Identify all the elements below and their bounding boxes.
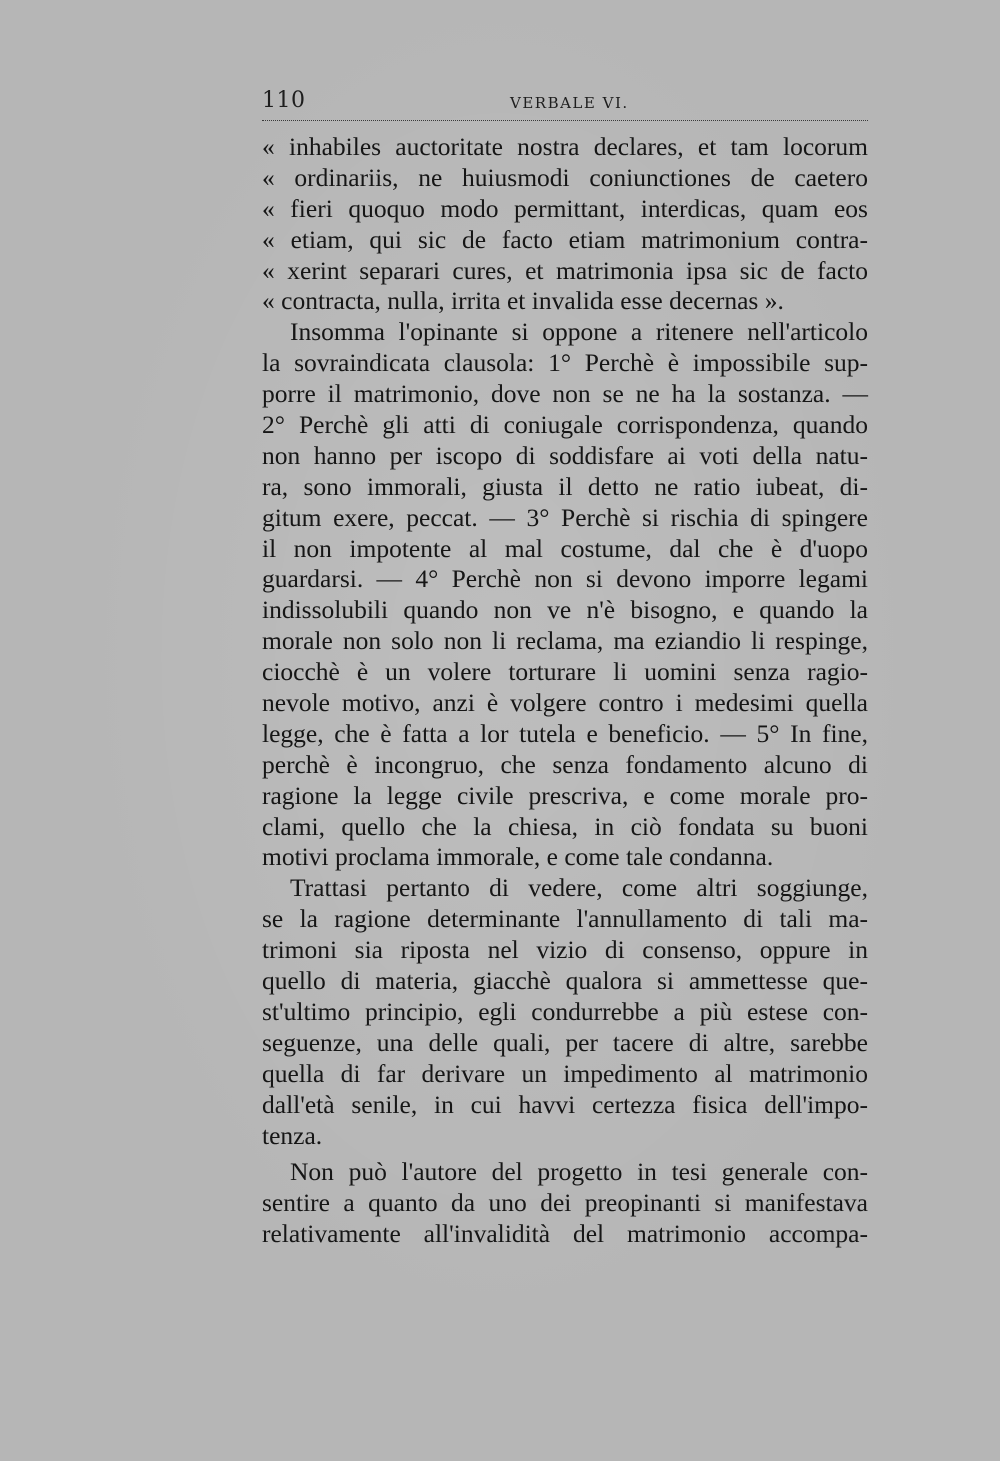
- text-line: « xerint separari cures, et matrimonia ipsa sic de facto: [262, 255, 868, 285]
- text-line: relativamente all'invalidità del matrimonio accompa-: [262, 1219, 868, 1249]
- text-line: gitum exere, peccat. — 3° Perchè si rischia di spingere: [262, 502, 868, 532]
- paragraph-non-puo: [262, 1157, 868, 1250]
- text-line: « fieri quoquo modo permittant, interdicas, quam eos: [262, 193, 868, 223]
- text-line: ciocchè è un volere torturare li uomini senza ragio-: [262, 657, 868, 687]
- text-line: Non può l'autore del progetto in tesi generale con-: [290, 1157, 868, 1187]
- text-line: morale non solo non li reclama, ma eziandio li respinge,: [262, 626, 868, 656]
- text-line: perchè è incongruo, che senza fondamento alcuno di: [262, 749, 868, 779]
- text-line: trimoni sia riposta nel vizio di consenso, oppure in: [262, 935, 868, 965]
- text-line: indissolubili quando non ve n'è bisogno, e quando la: [262, 595, 868, 625]
- page-number: 110: [262, 88, 306, 113]
- text-line: se la ragione determinante l'annullamento di tali ma-: [262, 904, 868, 934]
- text-line: nevole motivo, anzi è volgere contro i medesimi quella: [262, 688, 868, 718]
- text-line: guardarsi. — 4° Perchè non si devono imporre legami: [262, 564, 868, 594]
- text-line: « contracta, nulla, irrita et invalida esse decernas ».: [262, 286, 784, 316]
- paragraph-trattasi: [262, 873, 868, 1151]
- text-line: porre il matrimonio, dove non se ne ha la sostanza. —: [262, 379, 868, 409]
- text-line: Insomma l'opinante si oppone a ritenere nell'articolo: [290, 317, 868, 347]
- text-line: legge, che è fatta a lor tutela e beneficio. — 5° In fine,: [262, 718, 868, 748]
- page-header: [262, 88, 868, 118]
- text-line: « ordinariis, ne huiusmodi coniunctiones de caetero: [262, 162, 868, 192]
- text-line: « etiam, qui sic de facto etiam matrimonium contra-: [262, 224, 868, 254]
- text-line: motivi proclama immorale, e come tale condanna.: [262, 842, 774, 872]
- text-line: st'ultimo principio, egli condurrebbe a più estese con-: [262, 996, 868, 1026]
- body-text: [262, 132, 868, 1250]
- paragraph-quotation: [262, 132, 868, 317]
- text-line: seguenze, una delle quali, per tacere di altre, sarebbe: [262, 1027, 868, 1057]
- text-line: tenza.: [262, 1120, 323, 1150]
- text-line: quello di materia, giacchè qualora si ammettesse que-: [262, 966, 868, 996]
- text-line: 2° Perchè gli atti di coniugale corrispondenza, quando: [262, 410, 868, 440]
- paragraph-insomma: [262, 317, 868, 873]
- text-line: sentire a quanto da uno dei preopinanti si manifestava: [262, 1188, 868, 1218]
- text-line: ragione la legge civile prescriva, e come morale pro-: [262, 780, 868, 810]
- text-line: non hanno per iscopo di soddisfare ai voti della natu-: [262, 440, 868, 470]
- text-line: clami, quello che la chiesa, in ciò fondata su buoni: [262, 811, 868, 841]
- running-head: VERBALE VI.: [510, 94, 629, 112]
- text-line: « inhabiles auctoritate nostra declares, et tam locorum: [262, 132, 868, 161]
- text-line: ra, sono immorali, giusta il detto ne ratio iubeat, di-: [262, 471, 868, 501]
- text-line: Trattasi pertanto di vedere, come altri soggiunge,: [290, 873, 868, 903]
- text-line: quella di far derivare un impedimento al matrimonio: [262, 1058, 868, 1088]
- header-rule: [262, 120, 868, 121]
- text-line: dall'età senile, in cui havvi certezza fisica dell'impo-: [262, 1089, 868, 1119]
- text-line: il non impotente al mal costume, dal che è d'uopo: [262, 533, 868, 563]
- text-line: la sovraindicata clausola: 1° Perchè è impossibile sup-: [262, 348, 868, 378]
